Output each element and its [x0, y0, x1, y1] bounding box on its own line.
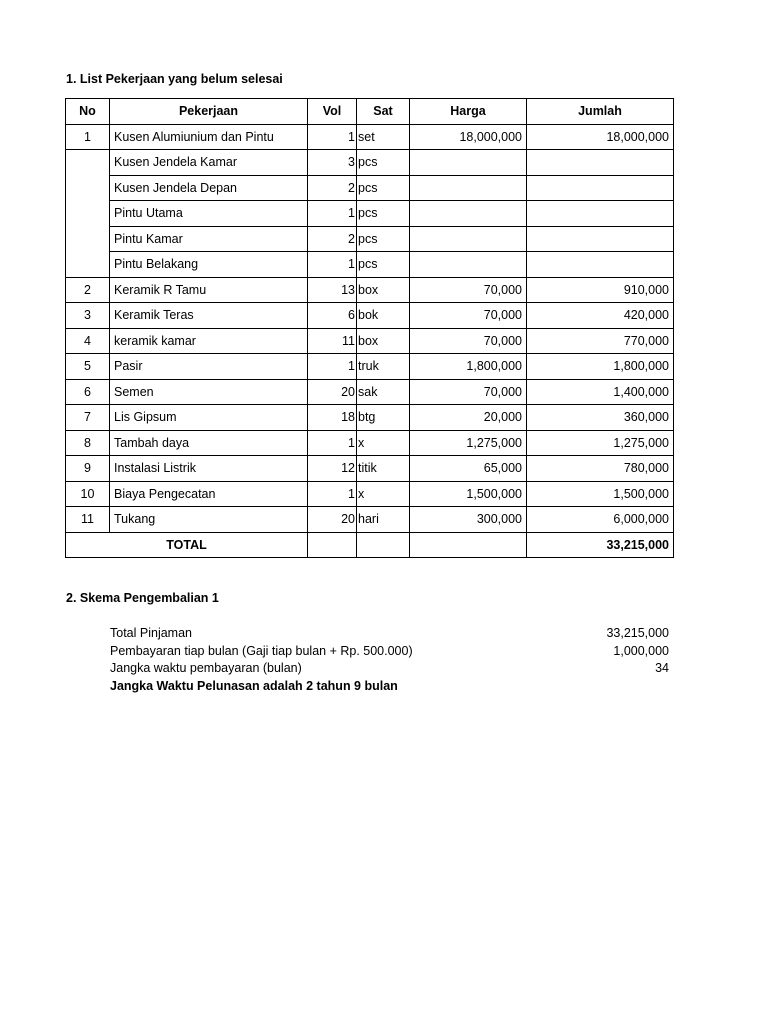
cell-no: 10 [66, 481, 110, 507]
cell-vol: 20 [308, 379, 357, 405]
cell-pekerjaan: Keramik R Tamu [110, 277, 308, 303]
cell-jumlah: 18,000,000 [527, 124, 674, 150]
summary-label: Total Pinjaman [110, 626, 192, 640]
repayment-summary [110, 625, 669, 695]
cell-harga: 65,000 [410, 456, 527, 482]
table-row [66, 150, 674, 176]
table-row [66, 481, 674, 507]
cell-sat: pcs [357, 252, 410, 278]
cell-harga: 18,000,000 [410, 124, 527, 150]
table-row [66, 507, 674, 533]
table-row [66, 456, 674, 482]
header-harga: Harga [410, 99, 527, 125]
summary-row-term-months [110, 660, 669, 678]
table-header-row [66, 99, 674, 125]
cell-vol: 13 [308, 277, 357, 303]
cell-pekerjaan: Pasir [110, 354, 308, 380]
cell-sat: pcs [357, 201, 410, 227]
cell-vol: 1 [308, 252, 357, 278]
cell-jumlah [527, 150, 674, 176]
summary-row-total-loan [110, 625, 669, 643]
cell-vol: 3 [308, 150, 357, 176]
cell-sat: set [357, 124, 410, 150]
cell-pekerjaan: Kusen Jendela Kamar [110, 150, 308, 176]
cell-sat: x [357, 430, 410, 456]
cell-pekerjaan: Semen [110, 379, 308, 405]
summary-label: Pembayaran tiap bulan (Gaji tiap bulan + Rp. 500.000) [110, 643, 413, 658]
header-vol: Vol [308, 99, 357, 125]
cell-jumlah: 780,000 [527, 456, 674, 482]
table-row [66, 124, 674, 150]
cell-jumlah: 1,800,000 [527, 354, 674, 380]
section-1-title: 1. List Pekerjaan yang belum selesai [66, 72, 283, 86]
cell-sat: box [357, 277, 410, 303]
cell-sat: titik [357, 456, 410, 482]
table-row [66, 430, 674, 456]
cell-vol: 1 [308, 481, 357, 507]
cell-vol: 1 [308, 124, 357, 150]
total-label: TOTAL [66, 532, 308, 558]
header-jumlah: Jumlah [527, 99, 674, 125]
cell-sat: btg [357, 405, 410, 431]
cell-harga: 20,000 [410, 405, 527, 431]
cell-sat: pcs [357, 150, 410, 176]
cell-jumlah: 420,000 [527, 303, 674, 329]
cell-no: 11 [66, 507, 110, 533]
cell-empty [308, 532, 357, 558]
cell-no: 1 [66, 124, 110, 150]
cell-jumlah [527, 252, 674, 278]
cell-sat: box [357, 328, 410, 354]
summary-label: Jangka waktu pembayaran (bulan) [110, 661, 302, 675]
cell-jumlah: 770,000 [527, 328, 674, 354]
header-sat: Sat [357, 99, 410, 125]
cell-no: 4 [66, 328, 110, 354]
cell-pekerjaan: keramik kamar [110, 328, 308, 354]
cell-pekerjaan: Pintu Belakang [110, 252, 308, 278]
cell-harga [410, 175, 527, 201]
cell-sat: pcs [357, 175, 410, 201]
cell-harga: 1,500,000 [410, 481, 527, 507]
summary-value: 1,000,000 [613, 643, 669, 658]
cell-no: 2 [66, 277, 110, 303]
cell-jumlah [527, 201, 674, 227]
cell-sat: x [357, 481, 410, 507]
total-value: 33,215,000 [527, 532, 674, 558]
cell-harga: 300,000 [410, 507, 527, 533]
cell-no: 7 [66, 405, 110, 431]
cell-pekerjaan: Pintu Utama [110, 201, 308, 227]
table-row [66, 354, 674, 380]
cell-no: 6 [66, 379, 110, 405]
cell-jumlah: 1,275,000 [527, 430, 674, 456]
cell-harga [410, 252, 527, 278]
cell-jumlah: 1,400,000 [527, 379, 674, 405]
cell-sat: bok [357, 303, 410, 329]
cell-vol: 1 [308, 201, 357, 227]
cell-vol: 1 [308, 354, 357, 380]
cell-harga: 1,275,000 [410, 430, 527, 456]
cell-vol: 18 [308, 405, 357, 431]
cell-empty [357, 532, 410, 558]
table-row [66, 252, 674, 278]
table-row [66, 405, 674, 431]
cell-jumlah: 1,500,000 [527, 481, 674, 507]
cell-pekerjaan: Biaya Pengecatan [110, 481, 308, 507]
cell-harga: 70,000 [410, 379, 527, 405]
cell-vol: 2 [308, 175, 357, 201]
work-list-table [65, 98, 674, 558]
cell-pekerjaan: Keramik Teras [110, 303, 308, 329]
header-pekerjaan: Pekerjaan [110, 99, 308, 125]
summary-row-monthly-payment [110, 643, 669, 661]
cell-harga [410, 150, 527, 176]
cell-jumlah: 360,000 [527, 405, 674, 431]
cell-pekerjaan: Kusen Jendela Depan [110, 175, 308, 201]
cell-pekerjaan: Kusen Alumiunium dan Pintu [110, 124, 308, 150]
table-row [66, 201, 674, 227]
table-row [66, 277, 674, 303]
table-row [66, 303, 674, 329]
cell-pekerjaan: Instalasi Listrik [110, 456, 308, 482]
cell-jumlah: 910,000 [527, 277, 674, 303]
cell-harga: 70,000 [410, 303, 527, 329]
cell-empty [410, 532, 527, 558]
cell-jumlah: 6,000,000 [527, 507, 674, 533]
table-row [66, 379, 674, 405]
section-2-title: 2. Skema Pengembalian 1 [66, 591, 219, 605]
cell-sat: hari [357, 507, 410, 533]
cell-jumlah [527, 175, 674, 201]
cell-pekerjaan: Tambah daya [110, 430, 308, 456]
cell-vol: 2 [308, 226, 357, 252]
cell-no: 3 [66, 303, 110, 329]
cell-harga [410, 226, 527, 252]
cell-no: 8 [66, 430, 110, 456]
table-row [66, 226, 674, 252]
cell-harga: 1,800,000 [410, 354, 527, 380]
cell-vol: 1 [308, 430, 357, 456]
summary-value: 34 [655, 661, 669, 675]
header-no: No [66, 99, 110, 125]
cell-vol: 11 [308, 328, 357, 354]
cell-vol: 6 [308, 303, 357, 329]
cell-vol: 12 [308, 456, 357, 482]
total-row [66, 532, 674, 558]
cell-pekerjaan: Tukang [110, 507, 308, 533]
cell-no-merged [66, 150, 110, 278]
cell-sat: pcs [357, 226, 410, 252]
cell-harga [410, 201, 527, 227]
summary-value: 33,215,000 [606, 626, 669, 640]
cell-pekerjaan: Pintu Kamar [110, 226, 308, 252]
cell-sat: truk [357, 354, 410, 380]
cell-harga: 70,000 [410, 277, 527, 303]
cell-no: 5 [66, 354, 110, 380]
cell-harga: 70,000 [410, 328, 527, 354]
repayment-conclusion: Jangka Waktu Pelunasan adalah 2 tahun 9 bulan [110, 678, 398, 693]
cell-no: 9 [66, 456, 110, 482]
cell-pekerjaan: Lis Gipsum [110, 405, 308, 431]
cell-sat: sak [357, 379, 410, 405]
table-row [66, 175, 674, 201]
cell-vol: 20 [308, 507, 357, 533]
cell-jumlah [527, 226, 674, 252]
table-row [66, 328, 674, 354]
